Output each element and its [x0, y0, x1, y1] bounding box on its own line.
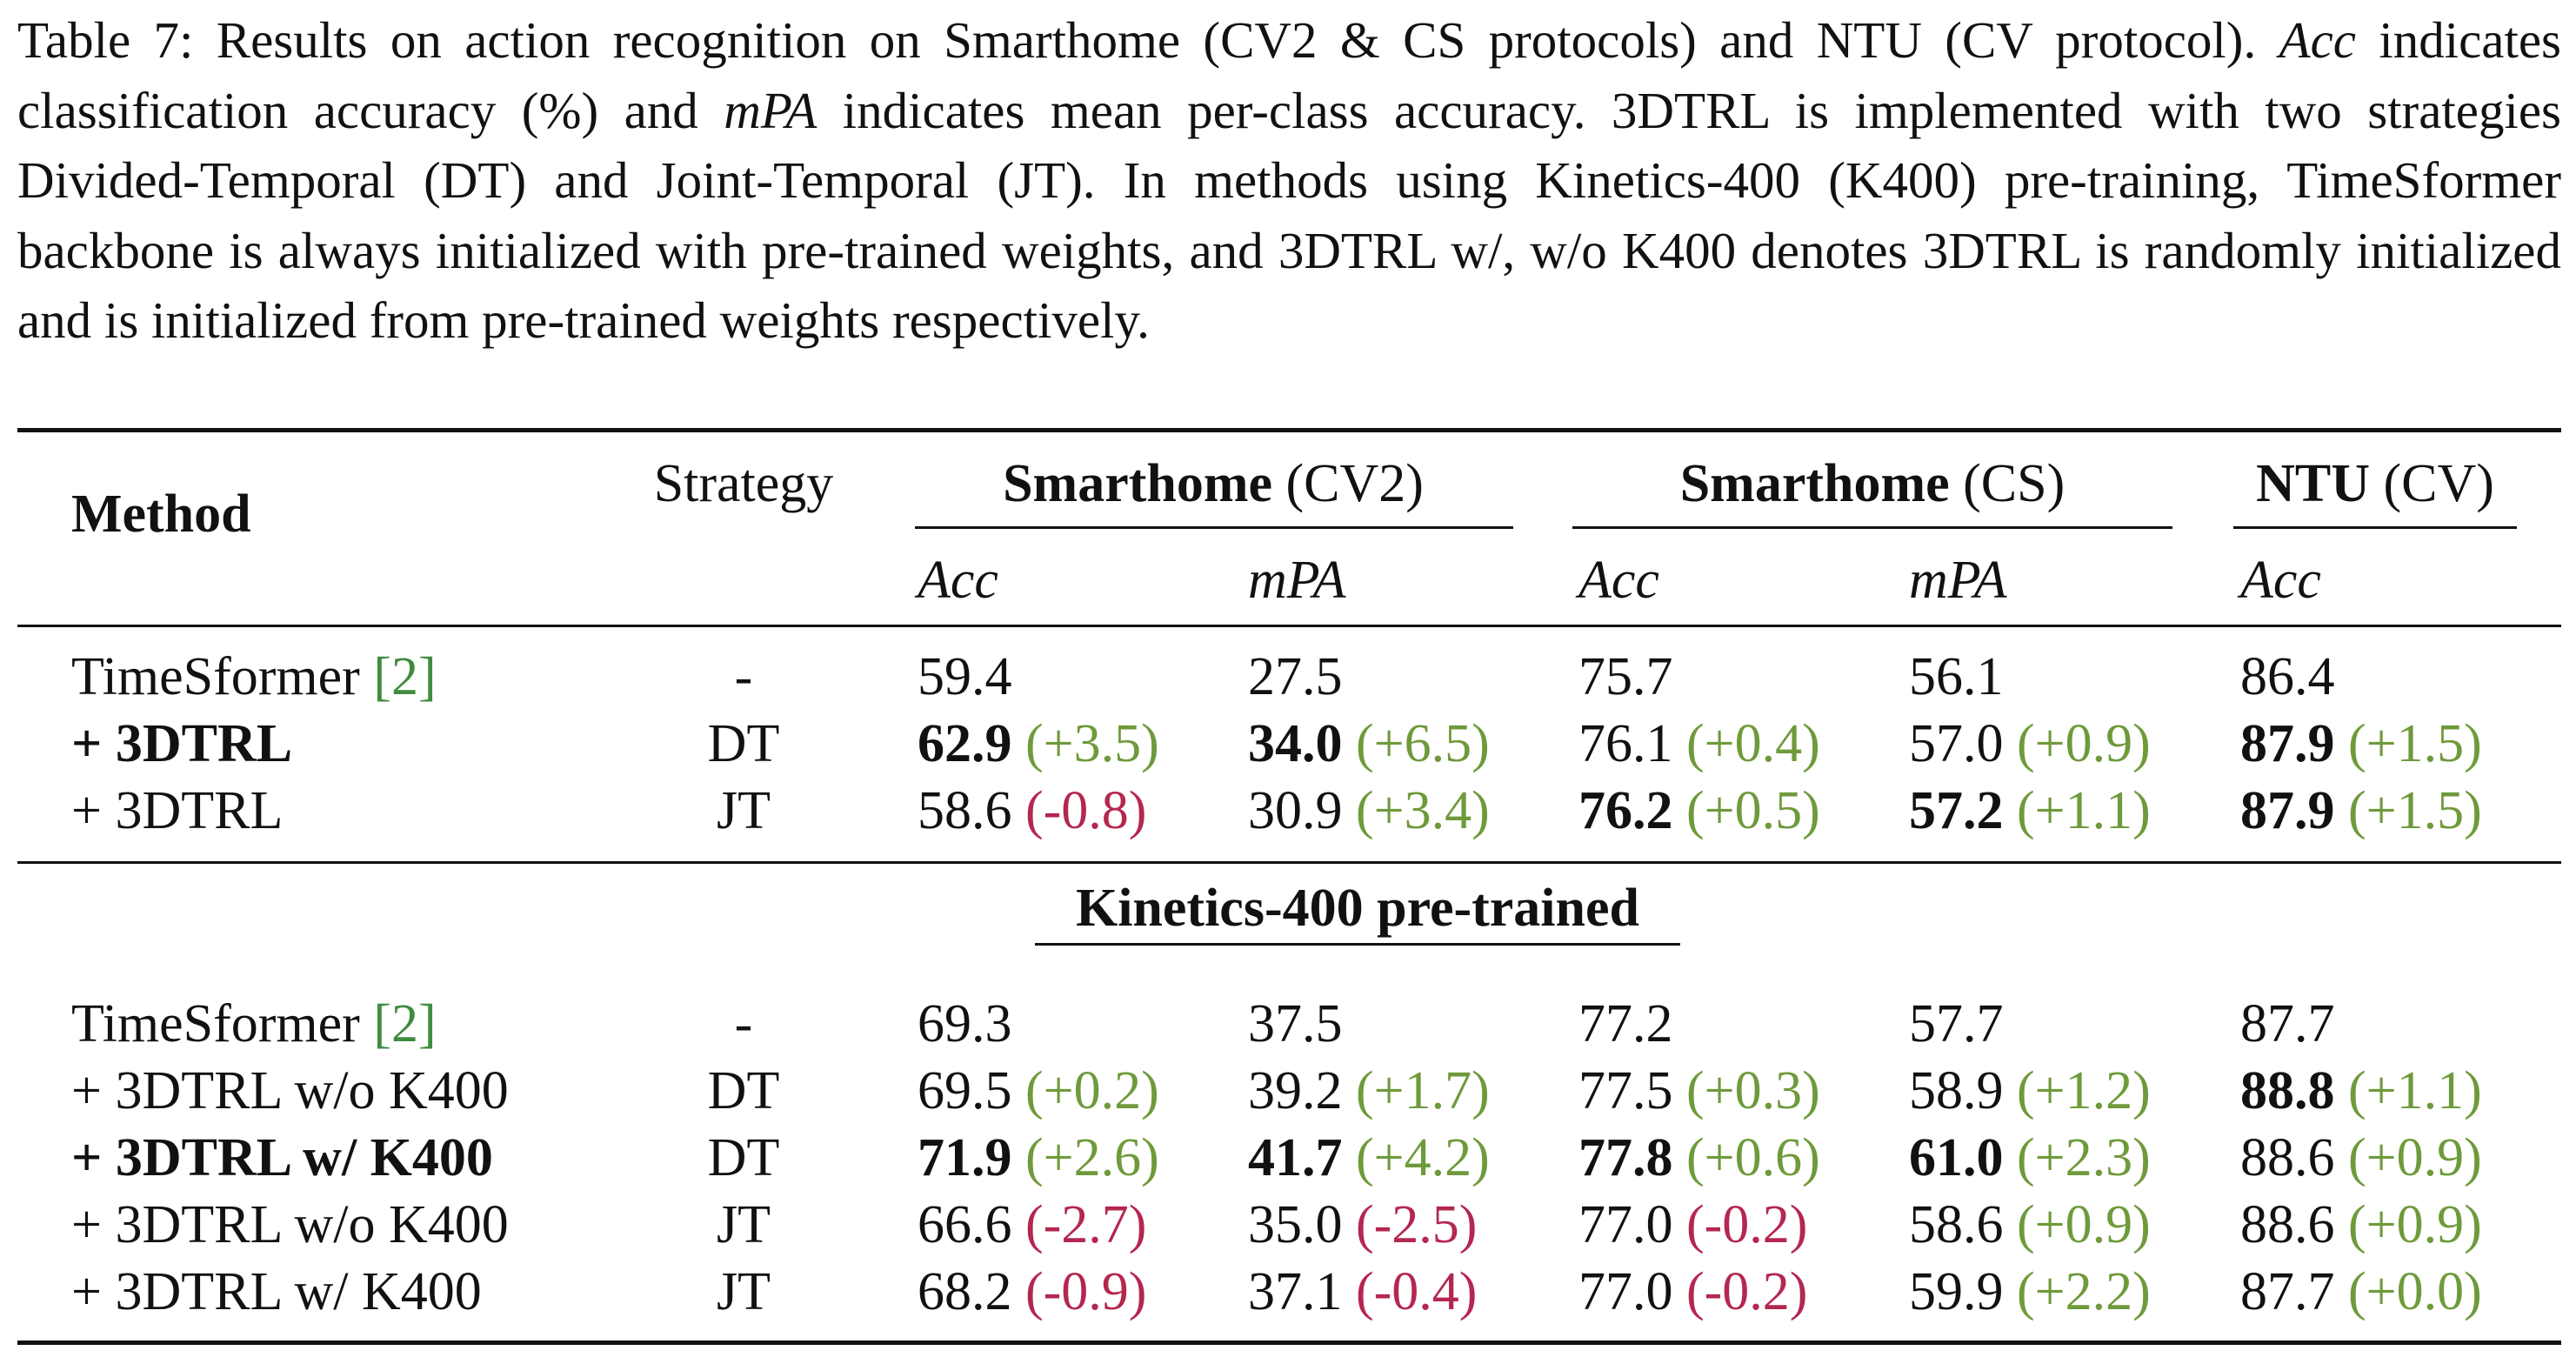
table-cell [2240, 994, 2335, 1053]
row-strategy: DT [707, 1128, 780, 1187]
cell-value: 35.0 [1248, 1195, 1343, 1254]
row-method [71, 647, 437, 706]
cell-value: 88.8 [2240, 1061, 2335, 1120]
method-label: TimeSformer [71, 994, 360, 1053]
cell-delta-positive: (+0.6) [1686, 1128, 1820, 1187]
metric-acc-cs: Acc [1578, 551, 1659, 610]
cell-value: 69.5 [918, 1061, 1012, 1120]
table-cell [1248, 714, 1490, 773]
cell-delta-positive: (+0.9) [2017, 1195, 2151, 1254]
caption-text-3: indicates mean per-class accuracy. 3DTRL is implemented with two strategies Divided-Temporal (DT) and Joint-Temporal (JT). In methods using Kinetics-400 (K400) pre-training, TimeSformer backbone is always initialized with pre-trained weights, and 3DTRL w/, w/o K400 denotes 3DTRL is randomly initialized and is initialized from pre-trained weights respectively. [17, 81, 2562, 349]
cell-delta-positive: (+2.2) [2017, 1262, 2151, 1321]
cell-value: 56.1 [1909, 647, 2004, 706]
method-label: TimeSformer [71, 647, 360, 706]
mid-rule [17, 861, 2561, 864]
method-label: + 3DTRL w/o K400 [71, 1061, 509, 1120]
cell-value: 77.5 [1578, 1061, 1673, 1120]
cell-delta-positive: (+1.5) [2348, 781, 2482, 840]
table-cell [1909, 1195, 2151, 1254]
cell-value: 30.9 [1248, 781, 1343, 840]
table-cell [1909, 714, 2151, 773]
method-label: + 3DTRL w/o K400 [71, 1195, 509, 1254]
table-caption [17, 5, 2561, 356]
cell-delta-positive: (+6.5) [1356, 714, 1490, 773]
table-cell [2240, 1061, 2482, 1120]
cell-value: 77.8 [1578, 1128, 1673, 1187]
cell-value: 57.7 [1909, 994, 2004, 1053]
cell-delta-negative: (-2.5) [1356, 1195, 1478, 1254]
cell-value: 37.5 [1248, 994, 1343, 1053]
cell-delta-negative: (-2.7) [1025, 1195, 1147, 1254]
table-cell [918, 994, 1012, 1053]
table-cell [2240, 1128, 2482, 1187]
cell-value: 61.0 [1909, 1128, 2004, 1187]
table-cell [1248, 994, 1343, 1053]
table-cell [918, 714, 1159, 773]
cell-value: 62.9 [918, 714, 1012, 773]
table-cell [1248, 647, 1343, 706]
cell-value: 76.1 [1578, 714, 1673, 773]
table-cell [1578, 1061, 1820, 1120]
metric-acc-cv2: Acc [918, 551, 998, 610]
bottom-rule [17, 1341, 2561, 1345]
cell-value: 58.9 [1909, 1061, 2004, 1120]
table-cell [918, 1195, 1147, 1254]
cell-value: 58.6 [1909, 1195, 2004, 1254]
cell-delta-negative: (-0.2) [1686, 1195, 1808, 1254]
table-cell [2240, 1195, 2482, 1254]
header-strategy: Strategy [653, 454, 834, 513]
cmidrule-ntu-cv [2233, 526, 2517, 529]
cell-value: 37.1 [1248, 1262, 1343, 1321]
table-cell [2240, 781, 2482, 840]
cell-value: 34.0 [1248, 714, 1343, 773]
cell-value: 88.6 [2240, 1195, 2335, 1254]
header-group-smarthome-cs [1679, 454, 2065, 513]
cell-value: 77.2 [1578, 994, 1673, 1053]
caption-text-2: indicates classification accuracy (%) and [17, 11, 2562, 139]
group-name: Smarthome [1679, 454, 1950, 513]
method-label: + 3DTRL [71, 714, 293, 773]
method-label: + 3DTRL [71, 781, 284, 840]
cell-delta-positive: (+2.6) [1025, 1128, 1159, 1187]
table-cell [1578, 647, 1673, 706]
cell-delta-positive: (+0.9) [2348, 1195, 2482, 1254]
table-cell [918, 647, 1012, 706]
table-cell [1909, 1128, 2151, 1187]
cell-delta-positive: (+1.1) [2348, 1061, 2482, 1120]
cell-value: 69.3 [918, 994, 1012, 1053]
group-name: NTU [2256, 454, 2370, 513]
row-method [71, 1262, 482, 1321]
table-cell [1578, 781, 1820, 840]
cell-delta-negative: (-0.8) [1025, 781, 1147, 840]
caption-mpa-term: mPA [724, 81, 818, 139]
cell-delta-positive: (+0.0) [2348, 1262, 2482, 1321]
cell-delta-positive: (+3.4) [1356, 781, 1490, 840]
cell-delta-positive: (+1.2) [2017, 1061, 2151, 1120]
header-group-smarthome-cv2 [1003, 454, 1424, 513]
table-cell [2240, 714, 2482, 773]
table-cell [1909, 647, 2004, 706]
table-cell [1248, 1195, 1478, 1254]
section-title: Kinetics-400 pre-trained [1075, 879, 1640, 938]
table-cell [1578, 1262, 1808, 1321]
row-method [71, 1195, 509, 1254]
citation-link[interactable]: [2] [373, 994, 437, 1053]
row-method [71, 781, 284, 840]
cell-delta-positive: (+1.1) [2017, 781, 2151, 840]
method-label: + 3DTRL w/ K400 [71, 1262, 482, 1321]
cell-value: 77.0 [1578, 1195, 1673, 1254]
cell-value: 75.7 [1578, 647, 1673, 706]
cell-value: 27.5 [1248, 647, 1343, 706]
row-method [71, 1128, 493, 1187]
cell-delta-positive: (+1.5) [2348, 714, 2482, 773]
header-method: Method [71, 485, 251, 544]
caption-label: Table 7: [17, 11, 194, 69]
cell-delta-negative: (-0.2) [1686, 1262, 1808, 1321]
row-strategy: - [734, 647, 753, 706]
cell-value: 59.4 [918, 647, 1012, 706]
table-cell [1248, 1128, 1490, 1187]
caption-acc-term: Acc [2279, 11, 2356, 69]
cell-delta-negative: (-0.4) [1356, 1262, 1478, 1321]
row-strategy: JT [717, 1195, 771, 1254]
cell-value: 57.2 [1909, 781, 2004, 840]
table-cell [2240, 647, 2335, 706]
table-cell [918, 1128, 1159, 1187]
cell-delta-positive: (+1.7) [1356, 1061, 1490, 1120]
table-cell [918, 1262, 1147, 1321]
cell-value: 58.6 [918, 781, 1012, 840]
top-rule [17, 428, 2561, 432]
table-cell [1578, 994, 1673, 1053]
row-strategy: DT [707, 714, 780, 773]
cell-delta-positive: (+3.5) [1025, 714, 1159, 773]
table-cell [918, 1061, 1159, 1120]
cell-value: 87.7 [2240, 994, 2335, 1053]
group-protocol: (CV2) [1285, 454, 1424, 513]
cell-value: 57.0 [1909, 714, 2004, 773]
header-group-ntu-cv [2256, 454, 2494, 513]
cell-delta-positive: (+0.4) [1686, 714, 1820, 773]
cell-delta-positive: (+0.3) [1686, 1061, 1820, 1120]
cell-value: 87.7 [2240, 1262, 2335, 1321]
row-strategy: - [734, 994, 753, 1053]
table-cell [1909, 1061, 2151, 1120]
row-strategy: JT [717, 781, 771, 840]
table-cell [1909, 1262, 2151, 1321]
cmidrule-smarthome-cv2 [915, 526, 1513, 529]
cell-value: 41.7 [1248, 1128, 1343, 1187]
metric-acc-ntu: Acc [2240, 551, 2321, 610]
table-cell [1578, 1128, 1820, 1187]
table-cell [2240, 1262, 2482, 1321]
cell-value: 71.9 [918, 1128, 1012, 1187]
metric-mpa-cs: mPA [1909, 551, 2007, 610]
table-cell [1909, 781, 2151, 840]
cell-delta-positive: (+0.5) [1686, 781, 1820, 840]
group-name: Smarthome [1003, 454, 1273, 513]
header-rule [17, 625, 2561, 627]
table-cell [1578, 714, 1820, 773]
table-cell [918, 781, 1147, 840]
table-cell [1248, 1061, 1490, 1120]
row-strategy: DT [707, 1061, 780, 1120]
cell-value: 87.9 [2240, 714, 2335, 773]
cell-delta-positive: (+2.3) [2017, 1128, 2151, 1187]
caption-text-1: Results on action recognition on Smarthome (CV2 & CS protocols) and NTU (CV protocol). [216, 11, 2257, 69]
cell-value: 66.6 [918, 1195, 1012, 1254]
cell-value: 39.2 [1248, 1061, 1343, 1120]
row-strategy: JT [717, 1262, 771, 1321]
table-cell [1248, 781, 1490, 840]
group-protocol: (CV) [2383, 454, 2494, 513]
section-underline [1035, 943, 1680, 946]
cell-value: 76.2 [1578, 781, 1673, 840]
cell-delta-positive: (+0.9) [2348, 1128, 2482, 1187]
cell-value: 68.2 [918, 1262, 1012, 1321]
cell-delta-negative: (-0.9) [1025, 1262, 1147, 1321]
citation-link[interactable]: [2] [373, 647, 437, 706]
cmidrule-smarthome-cs [1572, 526, 2172, 529]
row-method [71, 714, 293, 773]
cell-value: 86.4 [2240, 647, 2335, 706]
table-cell [1578, 1195, 1808, 1254]
metric-mpa-cv2: mPA [1248, 551, 1346, 610]
cell-value: 88.6 [2240, 1128, 2335, 1187]
row-method [71, 994, 437, 1053]
cell-delta-positive: (+4.2) [1356, 1128, 1490, 1187]
cell-delta-positive: (+0.9) [2017, 714, 2151, 773]
method-label: + 3DTRL w/ K400 [71, 1128, 493, 1187]
group-protocol: (CS) [1963, 454, 2065, 513]
cell-value: 59.9 [1909, 1262, 2004, 1321]
cell-value: 87.9 [2240, 781, 2335, 840]
cell-delta-positive: (+0.2) [1025, 1061, 1159, 1120]
table-cell [1909, 994, 2004, 1053]
row-method [71, 1061, 509, 1120]
cell-value: 77.0 [1578, 1262, 1673, 1321]
table-cell [1248, 1262, 1478, 1321]
